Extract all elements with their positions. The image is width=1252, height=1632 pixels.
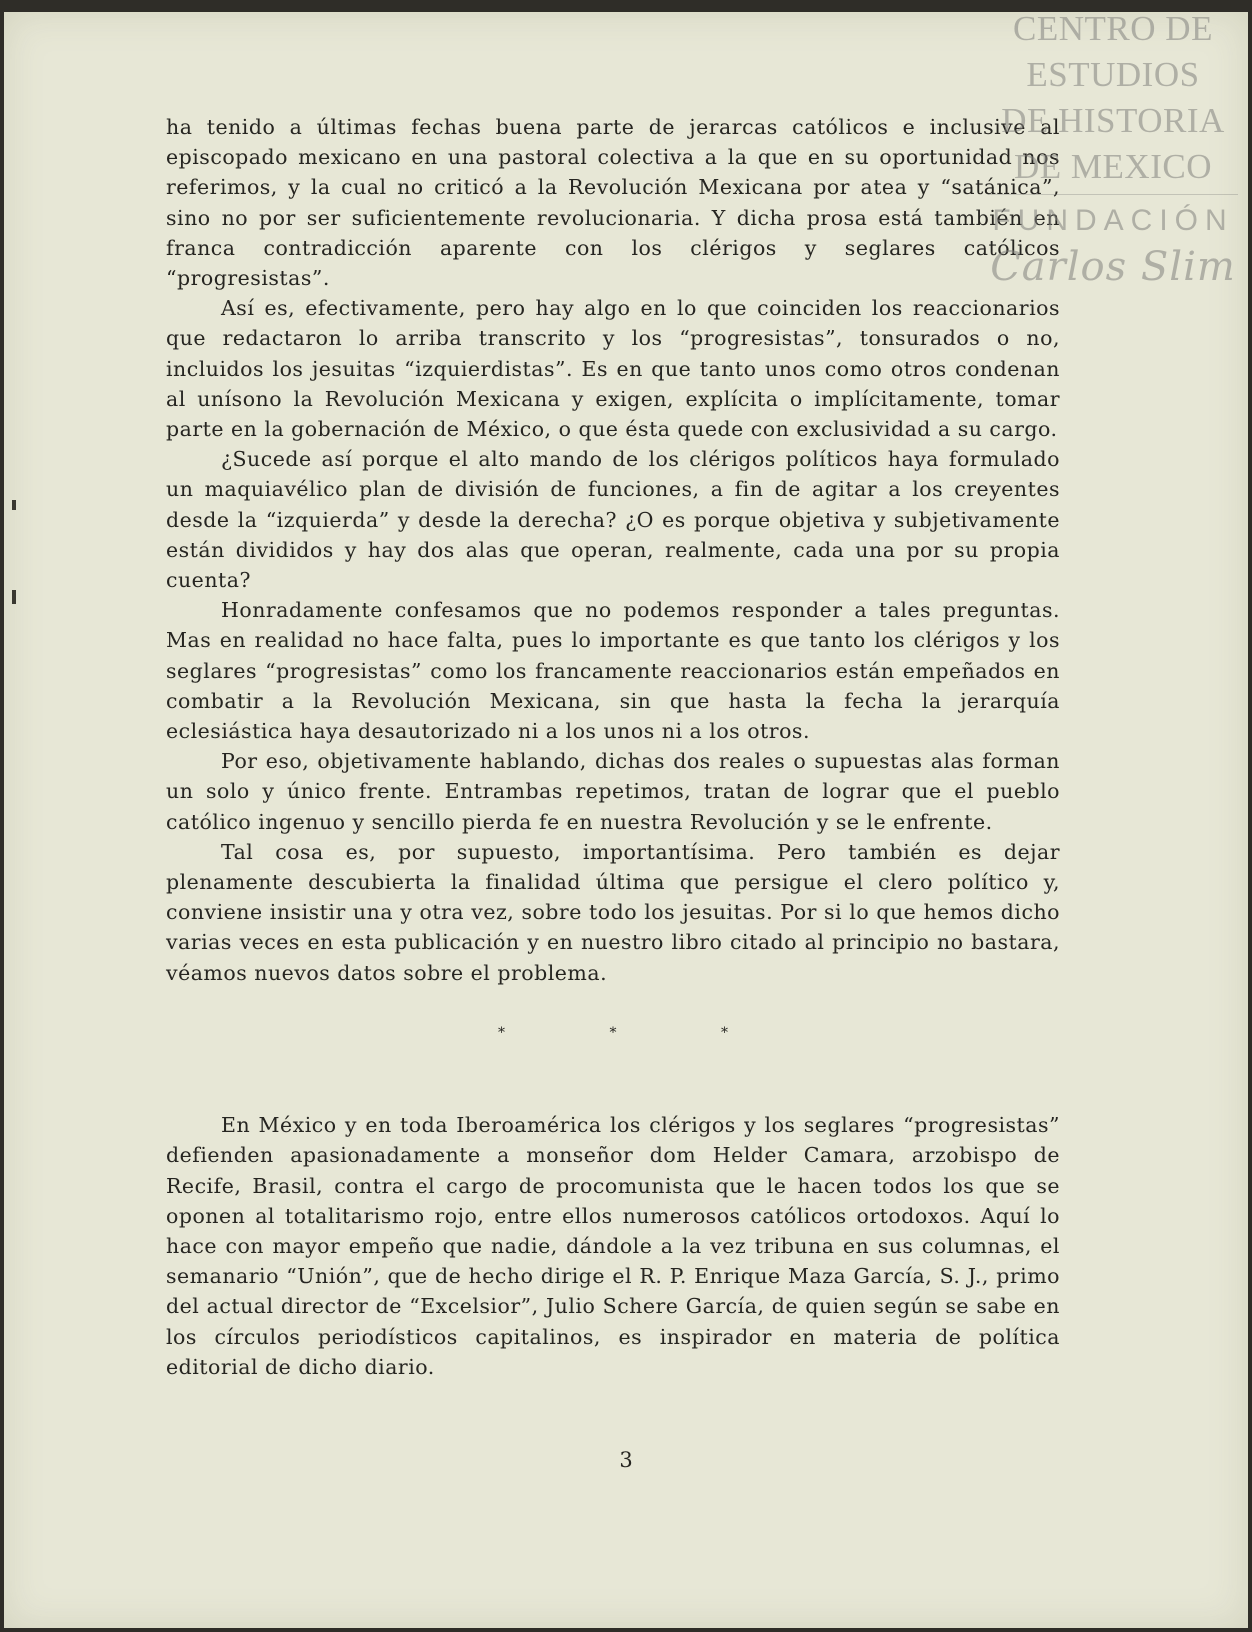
watermark-foundation: FUNDACIÓN bbox=[988, 194, 1238, 243]
paragraph-5: Por eso, objetivamente hablando, dichas dos reales o supuestas alas forman un solo y único frente. Entrambas repetimos, tratan de lograr que el pueblo católico ingenuo y sencillo pierda fe en nuestra Revolución y se le enfrente. bbox=[166, 749, 1060, 834]
paragraph-7: En México y en toda Iberoamérica los clérigos y los seglares “progresistas” defienden apasionadamente a monseñor dom Helder Camara, arzobispo de Recife, Brasil, contra el cargo de procomunista que le hacen todos los que se oponen al totalitarismo rojo, entre ellos numerosos católicos ortodoxos. Aquí lo hace con mayor empeño que nadie, dándole a la vez tribuna en sus columnas, el semanario “Unión”, que de hecho dirige el R. P. Enrique Maza García, S. J., primo del actual director de “Excelsior”, Julio Schere García, de quien según se sabe en los círculos periodísticos capitalinos, es inspirador en materia de política editorial de dicho diario. bbox=[166, 1113, 1060, 1379]
paragraph-1: ha tenido a últimas fechas buena parte de jerarcas católicos e inclusive al episcopado mexicano en una pastoral colectiva a la que en su oportunidad nos referimos, y la cual no criticó a la Revolución Mexicana por atea y “satánica”, sino no por ser suficientemente revolucionaria. Y dicha prosa está también en franca contradicción aparente con los clérigos y seglares católicos “progresistas”. bbox=[166, 115, 1060, 291]
paragraph-6: Tal cosa es, por supuesto, importantísima. Pero también es dejar plenamente descubierta la finalidad última que persigue el clero político y, conviene insistir una y otra vez, sobre todo los jesuitas. Por si lo que hemos dicho varias veces en esta publicación y en nuestro libro citado al principio no bastara, véamos nuevos datos sobre el problema. bbox=[166, 839, 1060, 985]
scan-mark bbox=[12, 590, 16, 604]
scan-mark bbox=[12, 500, 16, 510]
section-separator: * * * bbox=[498, 1024, 778, 1041]
paragraph-3: ¿Sucede así porque el alto mando de los clérigos políticos haya formulado un maquiavélico plan de división de funciones, a fin de agitar a los creyentes desde la “izquierda” y desde la derecha? ¿O es porque objetiva y subjetivamente están divididos y hay dos alas que operan, realmente, cada una por su propia cuenta? bbox=[166, 447, 1060, 593]
watermark-signature: Carlos Slim bbox=[990, 244, 1236, 290]
watermark-line: DE MEXICO bbox=[1014, 147, 1212, 186]
paragraph-4: Honradamente confesamos que no podemos responder a tales preguntas. Mas en realidad no hace falta, pues lo importante es que tanto los clérigos y los seglares “progresistas” como los francamente reaccionarios están empeñados en combatir a la Revolución Mexicana, sin que hasta la fecha la jerarquía eclesiástica haya desautorizado ni a los unos ni a los otros. bbox=[166, 598, 1060, 744]
page-number: 3 bbox=[619, 1448, 633, 1472]
watermark-line: ESTUDIOS bbox=[1026, 55, 1200, 94]
document-body bbox=[166, 112, 1060, 1382]
watermark-line: DE HISTORIA bbox=[1001, 101, 1225, 140]
paragraph-2: Así es, efectivamente, pero hay algo en lo que coinciden los reaccionarios que redactaron lo arriba transcrito y los “progresistas”, tonsurados o no, incluidos los jesuitas “izquierdistas”. Es en que tanto unos como otros condenan al unísono la Revolución Mexicana y exigen, explícita o implícitamente, tomar parte en la gobernación de México, o que ésta quede con exclusividad a su cargo. bbox=[166, 296, 1060, 442]
watermark-line: CENTRO DE bbox=[1013, 9, 1213, 48]
